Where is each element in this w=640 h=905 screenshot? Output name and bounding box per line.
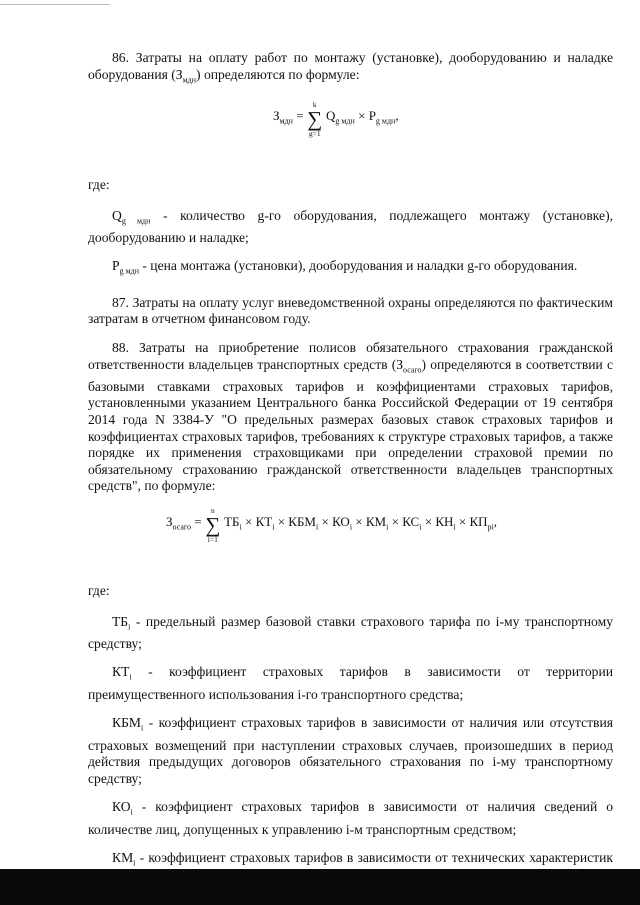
formula2-times: × bbox=[455, 514, 470, 530]
where-label-1: где: bbox=[88, 176, 110, 192]
p86-text: 86. Затраты на оплату работ по монтажу (установке), дооборудованию и наладке оборудования (З bbox=[88, 50, 613, 82]
p88-text-end: ) определяются в соответствии с базовыми ставками страховых тарифов и коэффициентами страховых тарифов, установленными указанием Центрального банка Российской Федерации от 19 сентября 2014 года N 3384-У "О предельных размерах базовых ставок страховых тарифов и коэффициентах страховых тарифов, требованиях к структуре страховых тарифов, а также порядке их применения страховщиками при определении страховой премии по обязательному страхованию гражданской ответственности владельцев транспортных средств", по формуле: bbox=[88, 356, 613, 494]
p86-text-end: ) определяются по формуле: bbox=[196, 66, 360, 82]
formula1-times: × bbox=[354, 108, 369, 124]
p86-subscript: мдн bbox=[182, 75, 197, 85]
definition-item bbox=[88, 715, 613, 787]
definition-text: - предельный размер базовой ставки страхового тарифа по i-му транспортному средству; bbox=[88, 613, 613, 651]
sum-bottom: g=1 bbox=[308, 128, 321, 138]
formula1-q: Q bbox=[326, 108, 336, 124]
p88-text: 88. Затраты на приобретение полисов обязательного страхования гражданской ответственности владельцев транспортных средств (З bbox=[88, 339, 613, 372]
formula2-times: × bbox=[318, 514, 333, 530]
definition-symbol: КБМ bbox=[112, 715, 141, 731]
definition-text: - коэффициент страховых тарифов в зависимости от территории преимущественного использования i-го транспортного средства; bbox=[88, 664, 613, 702]
def-q-text: - количество g-го оборудования, подлежащего монтажу (установке), дооборудованию и наладке; bbox=[88, 207, 613, 245]
definition-symbol: КО bbox=[112, 799, 131, 815]
def-p-symbol: P bbox=[112, 258, 120, 274]
formula2-times: × bbox=[241, 514, 256, 530]
definition-item bbox=[88, 614, 613, 653]
formula1-end: , bbox=[395, 108, 399, 124]
definition-item bbox=[88, 664, 613, 703]
definition-symbol: КМ bbox=[112, 850, 134, 866]
definition-symbol: КТ bbox=[112, 664, 130, 680]
formula2-term: КС bbox=[402, 514, 420, 530]
formula2-times: × bbox=[274, 514, 289, 530]
formula2-term: КН bbox=[435, 514, 454, 530]
formula1-p: P bbox=[368, 108, 376, 124]
definition-item bbox=[88, 799, 613, 838]
where-label-2: где: bbox=[88, 582, 110, 598]
formula2-eq: = bbox=[191, 514, 202, 530]
sum2-top: n bbox=[210, 505, 215, 515]
formula1-q-sub: g мдн bbox=[335, 116, 355, 126]
formula2-times: × bbox=[388, 514, 403, 530]
formula2-tb: ТБ bbox=[224, 514, 240, 530]
sum-symbol-2 bbox=[205, 507, 221, 544]
definition-text: - коэффициент страховых тарифов в зависимости от технических характеристик bbox=[139, 850, 613, 866]
sum-top: k bbox=[312, 99, 317, 109]
formula-mdn bbox=[88, 101, 613, 163]
sigma-glyph: ∑ bbox=[307, 106, 323, 131]
formula2-term-sub: i bbox=[272, 522, 275, 532]
formula2-terms bbox=[224, 514, 497, 536]
formula2-term: КМ bbox=[365, 514, 387, 530]
formula2-term: КБМ bbox=[288, 514, 316, 530]
definition-subscript: i bbox=[129, 673, 132, 683]
definition-subscript: i bbox=[133, 859, 136, 869]
definition-text: - коэффициент страховых тарифов в зависимости от наличия или отсутствия страховых возмещений при наступлении страховых случаев, произошедших в период действия предыдущих договоров обязательного страхования по i-му транспортному средству; bbox=[88, 715, 613, 786]
formula2-term-sub: i bbox=[315, 522, 319, 532]
definition-subscript: i bbox=[128, 622, 131, 632]
formula-osago bbox=[88, 507, 613, 569]
formula2-term-sub: i bbox=[386, 522, 389, 532]
definition-symbol: ТБ bbox=[112, 613, 129, 629]
def-p-text: - цена монтажа (установки), дооборудования и наладки g-го оборудования. bbox=[138, 258, 578, 274]
sum-symbol bbox=[307, 101, 323, 138]
definition-subscript: i bbox=[140, 724, 144, 734]
formula2-term: КТ bbox=[255, 514, 273, 530]
formula2-last-term: КП bbox=[469, 514, 488, 530]
formula1-lhs: З bbox=[273, 108, 280, 124]
formula2-tb-sub: i bbox=[239, 522, 242, 532]
formula1-eq: = bbox=[292, 108, 304, 124]
definition-q bbox=[88, 208, 613, 247]
paragraph-88 bbox=[88, 340, 613, 495]
definitions-list bbox=[88, 614, 613, 890]
def-q-symbol: Q bbox=[112, 207, 122, 223]
formula2-term-sub: i bbox=[419, 522, 422, 532]
formula2-times: × bbox=[352, 514, 366, 530]
formula2-term: КО bbox=[332, 514, 350, 530]
formula2-times: × bbox=[421, 514, 436, 530]
p88-subscript: осаго bbox=[403, 365, 422, 375]
formula2-term-sub: i bbox=[349, 522, 353, 532]
document-page bbox=[88, 50, 613, 901]
scan-bottom-edge bbox=[0, 869, 640, 905]
formula2-end: , bbox=[493, 514, 497, 530]
definition-subscript: i bbox=[130, 808, 133, 818]
formula2-lhs-sub: осаго bbox=[172, 522, 191, 532]
paragraph-86 bbox=[88, 50, 613, 89]
def-q-sub: g мдн bbox=[121, 216, 151, 226]
sigma-glyph-2: ∑ bbox=[205, 512, 221, 537]
formula1-p-sub: g мдн bbox=[375, 116, 396, 126]
formula1-lhs-sub: мдн bbox=[279, 116, 293, 126]
definition-p bbox=[88, 258, 613, 280]
formula2-term-sub: i bbox=[453, 522, 456, 532]
definition-text: - коэффициент страховых тарифов в зависимости от наличия сведений о количестве лиц, допущенных к управлению i-м транспортным средством; bbox=[88, 799, 613, 837]
top-rule bbox=[0, 4, 110, 5]
formula2-last-sub: pi bbox=[487, 522, 494, 532]
formula2-lhs: З bbox=[166, 514, 173, 530]
sum2-bottom: i=1 bbox=[207, 534, 218, 544]
paragraph-87: 87. Затраты на оплату услуг вневедомственной охраны определяются по фактическим затратам в отчетном финансовом году. bbox=[88, 294, 613, 327]
def-p-sub: g мдн bbox=[119, 267, 139, 277]
